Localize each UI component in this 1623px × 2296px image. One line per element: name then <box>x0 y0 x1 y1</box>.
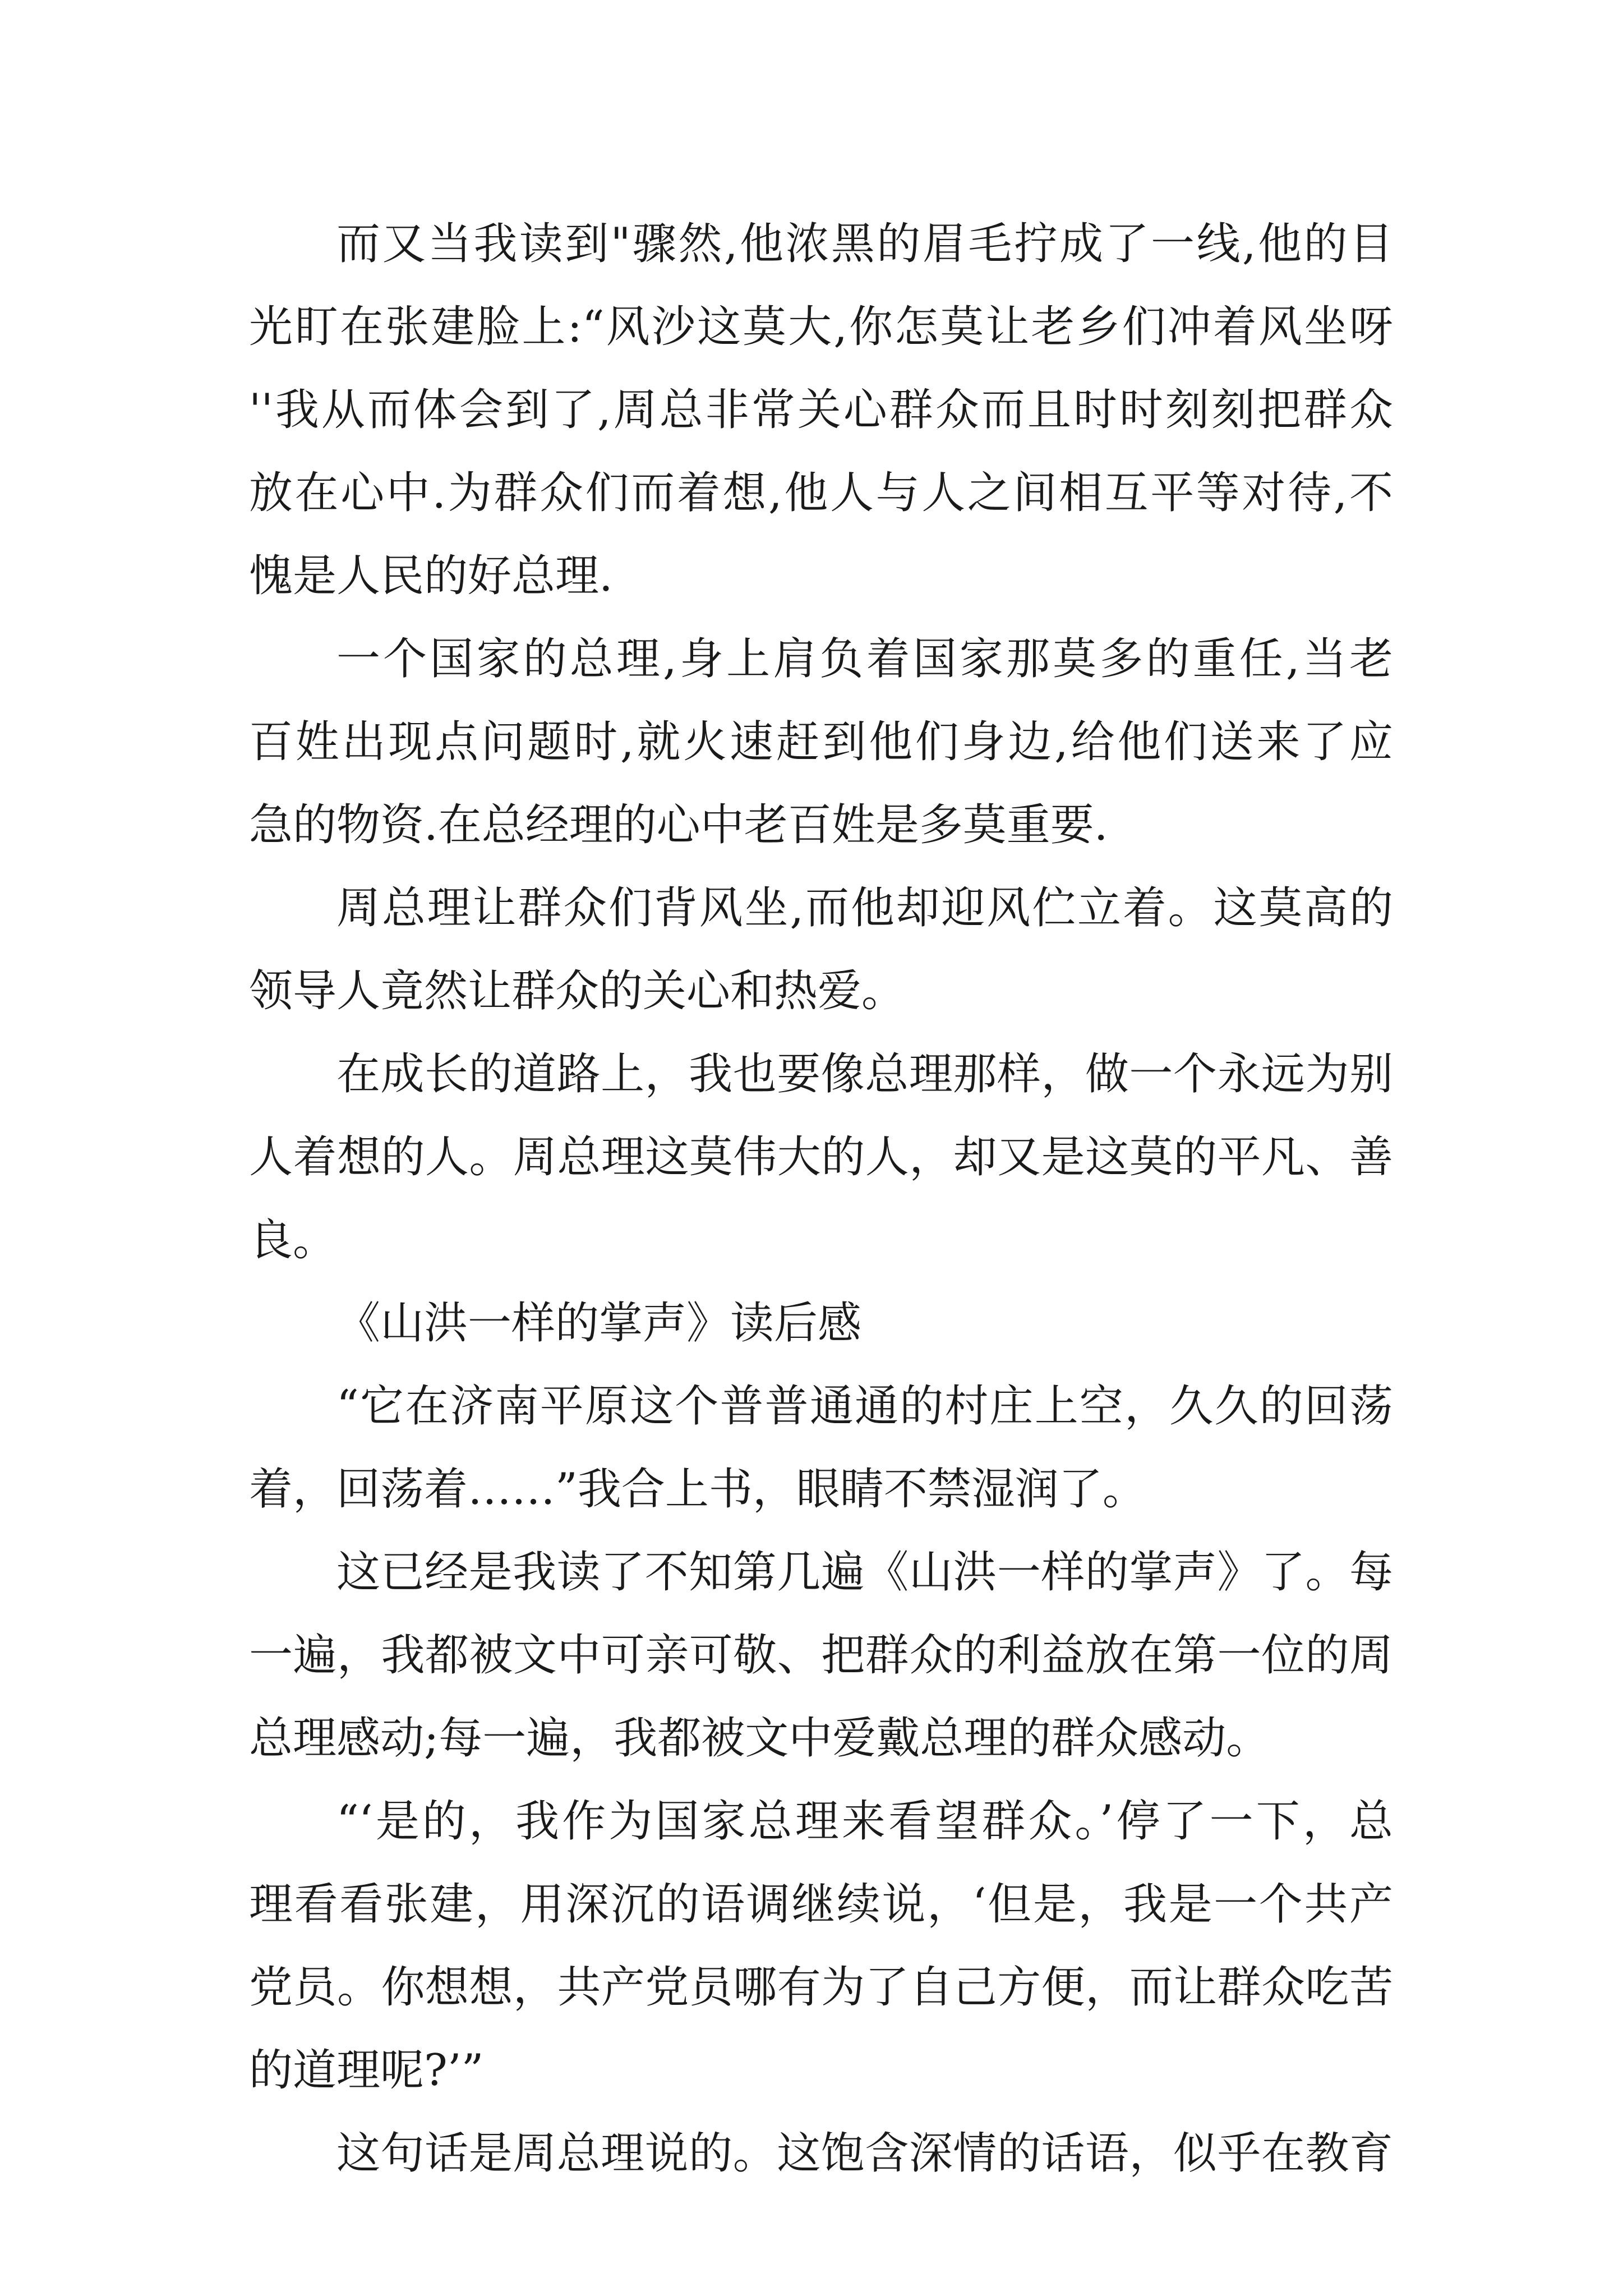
paragraph-2-line-1: 一个国家的总理,身上肩负着国家那莫多的重任,当老 <box>336 634 1393 684</box>
paragraph-1-line-1: 而又当我读到"骤然,他浓黑的眉毛拧成了一线,他的目 <box>336 219 1393 269</box>
paragraph-6-line-3: 总理感动;每一遍，我都被文中爱戴总理的群众感动。 <box>249 1713 1270 1764</box>
paragraph-6-line-1: 这已经是我读了不知第几遍《山洪一样的掌声》了。每 <box>336 1547 1393 1598</box>
paragraph-3-line-1: 周总理让群众们背风坐,而他却迎风伫立着。这莫高的 <box>336 883 1393 933</box>
paragraph-7-line-1: “‘是的，我作为国家总理来看望群众。’停了一下，总 <box>336 1796 1393 1847</box>
paragraph-4-line-3: 良。 <box>249 1215 337 1266</box>
paragraph-5-line-2: 着，回荡着……”我合上书，眼睛不禁湿润了。 <box>249 1464 1146 1515</box>
paragraph-1-line-5: 愧是人民的好总理. <box>249 551 613 601</box>
essay-title: 《山洪一样的掌声》读后感 <box>336 1298 862 1349</box>
paragraph-3-line-2: 领导人竟然让群众的关心和热爱。 <box>249 966 906 1016</box>
paragraph-4-line-2: 人着想的人。周总理这莫伟大的人，却又是这莫的平凡、善 <box>249 1132 1393 1182</box>
paragraph-7-line-2: 理看看张建，用深沉的语调继续说，‘但是，我是一个共产 <box>249 1879 1393 1930</box>
paragraph-2-line-3: 急的物资.在总经理的心中老百姓是多莫重要. <box>249 800 1108 850</box>
paragraph-1-line-3: ''我从而体会到了,周总非常关心群众而且时时刻刻把群众 <box>249 385 1393 435</box>
paragraph-7-line-4: 的道理呢?’” <box>249 2045 484 2096</box>
paragraph-7-line-3: 党员。你想想，共产党员哪有为了自己方便，而让群众吃苦 <box>249 1962 1393 2013</box>
paragraph-1-line-4: 放在心中.为群众们而着想,他人与人之间相互平等对待,不 <box>249 468 1393 518</box>
paragraph-4-line-1: 在成长的道路上，我也要像总理那样，做一个永远为别 <box>336 1049 1393 1099</box>
paragraph-2-line-2: 百姓出现点问题时,就火速赶到他们身边,给他们送来了应 <box>249 717 1393 767</box>
paragraph-5-line-1: “它在济南平原这个普普通通的村庄上空，久久的回荡 <box>336 1381 1393 1432</box>
paragraph-6-line-2: 一遍，我都被文中可亲可敬、把群众的利益放在第一位的周 <box>249 1630 1393 1681</box>
paragraph-8-line-1: 这句话是周总理说的。这饱含深情的话语，似乎在教育 <box>336 2128 1393 2179</box>
paragraph-1-line-2: 光盯在张建脸上:“风沙这莫大,你怎莫让老乡们冲着风坐呀 <box>249 302 1393 352</box>
